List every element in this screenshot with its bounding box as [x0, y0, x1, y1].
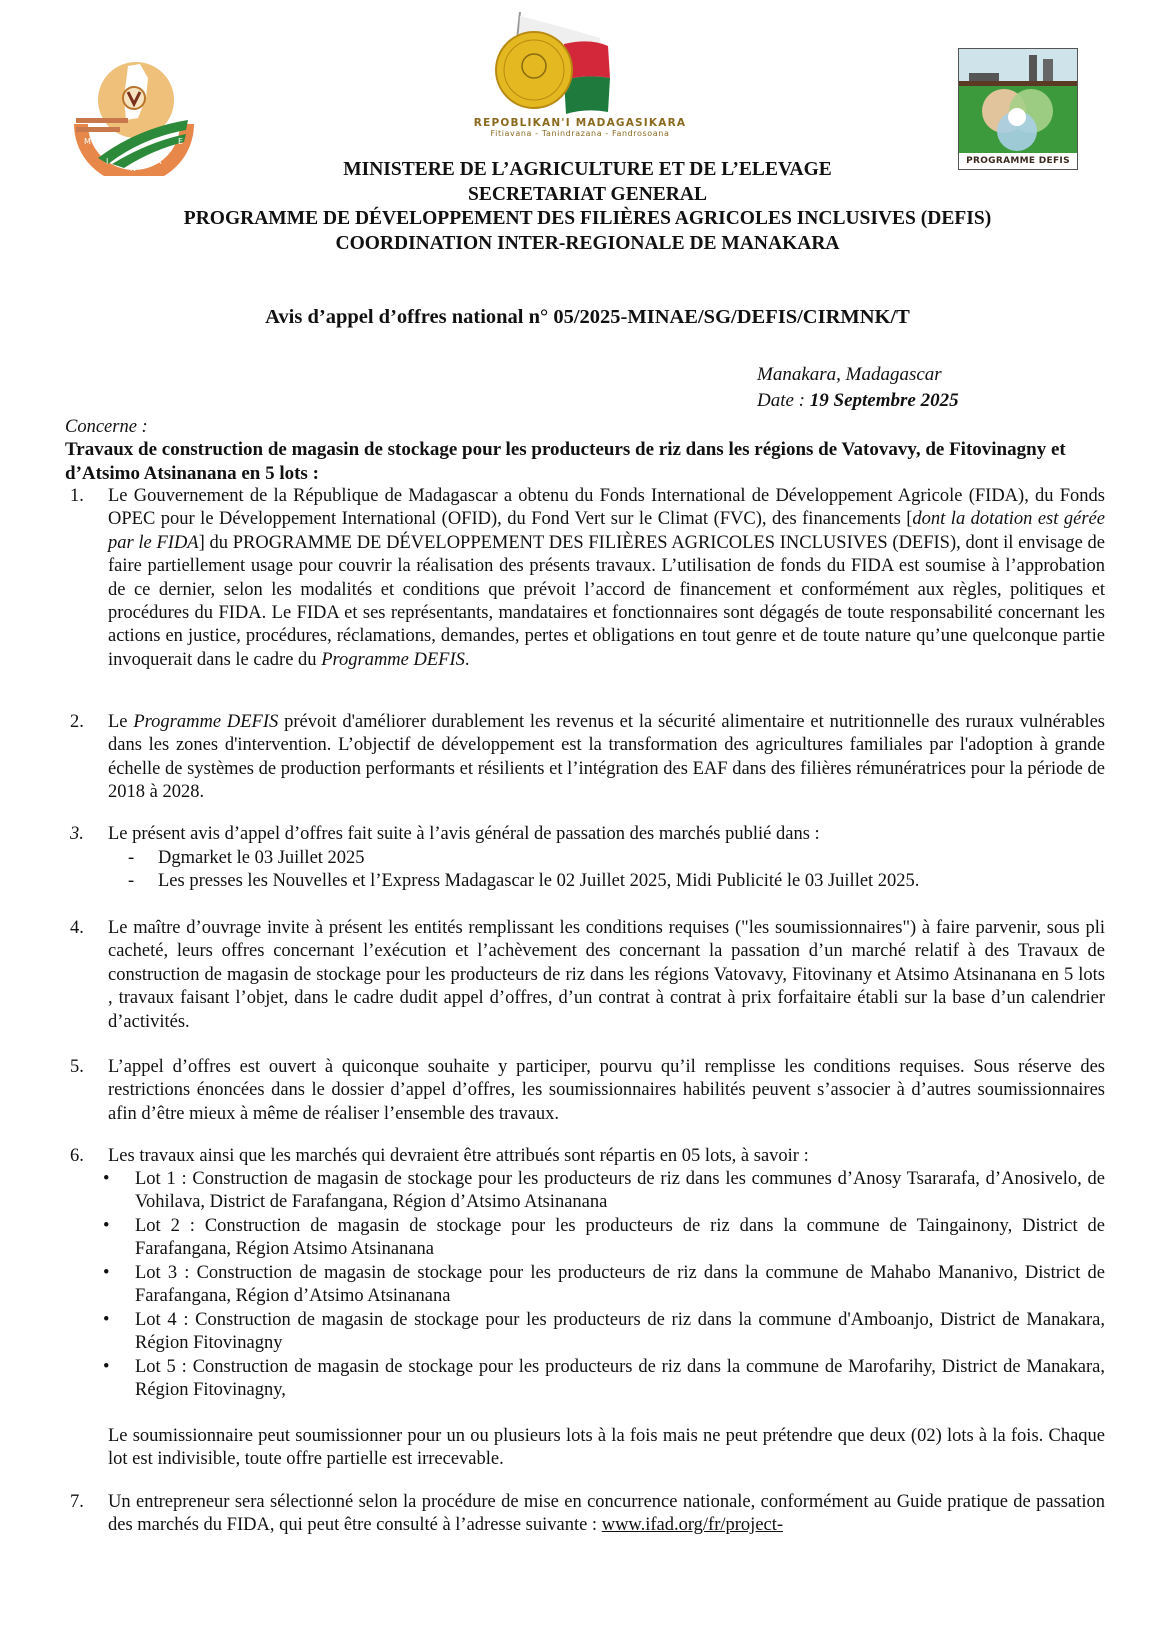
paragraph-1	[65, 485, 1105, 672]
date-value: 19 Septembre 2025	[809, 390, 959, 411]
paragraph-number: 5.	[70, 1057, 84, 1077]
paragraph-text: Le présent avis d’appel d’offres fait suite à l’avis général de passation des marchés publié dans :	[108, 824, 820, 844]
paragraph-number: 3.	[70, 824, 84, 844]
paragraph-text: Les travaux ainsi que les marchés qui devraient être attribués sont répartis en 05 lots, à savoir :	[108, 1146, 809, 1166]
paragraph-number: 7.	[70, 1492, 84, 1512]
paragraph-number: 6.	[70, 1146, 84, 1166]
paragraph-number: 2.	[70, 712, 84, 732]
paragraph-number: 4.	[70, 918, 84, 938]
ministry-name: MINISTERE DE L’AGRICULTURE ET DE L’ELEVAGE	[343, 159, 832, 180]
paragraph-6	[65, 1145, 1105, 1168]
republic-logo	[460, 8, 700, 136]
notice-subject: Travaux de construction de magasin de stockage pour les producteurs de riz dans les régions de Vatovavy, de Fitovinagny et d’Atsimo Atsinanana en 5 lots :	[65, 439, 1066, 484]
svg-text:N: N	[130, 164, 136, 173]
paragraph-3	[65, 823, 1105, 846]
defis-logo	[958, 48, 1078, 170]
secretariat-name: SECRETARIAT GENERAL	[468, 183, 707, 205]
svg-text:I: I	[106, 157, 109, 166]
notice-title: Avis d’appel d’offres national n° 05/2025-MINAE/SG/DEFIS/CIRMNK/T	[265, 306, 910, 328]
dash-bullet-icon: -	[128, 848, 135, 868]
concerne-label: Concerne :	[65, 417, 148, 437]
programme-defis-logo-icon	[958, 48, 1078, 170]
defis-label: PROGRAMME DEFIS	[959, 153, 1077, 169]
republic-title: REPOBLIKAN'I MADAGASIKARA	[473, 117, 687, 129]
bullet-icon: •	[103, 1263, 110, 1283]
madagascar-seal-flag-icon	[460, 8, 700, 118]
paragraph-text: Le maître d’ouvrage invite à présent les entités remplissant les conditions requises ("les soumissionnaires") à faire parvenir, sous pli cacheté, leurs offres concernant l’exécution et l’achèvement des concernant la passation d’un marché relatif à des Travaux de construction de magasin de stockage pour les producteurs de riz dans les régions Vatovavy, Fitovinany et Atsimo Atsinanana en 5 lots , travaux faisant l’objet, dans le cadre dudit appel d’offres, d’un contrat à contrat à prix forfaitaire établi sur la base d’un calendrier d’activités.	[108, 918, 1105, 1032]
lots-note	[65, 1425, 1105, 1472]
document-header	[0, 158, 1175, 256]
paragraph-text: Le Gouvernement de la République de Madagascar a obtenu du Fonds International de Développement Agricole (FIDA), du Fonds OPEC pour le Développement International (OFID), du Fond Vert sur le Climat (FVC), des financements [dont la dotation est gérée par le FIDA] du PROGRAMME DE DÉVELOPPEMENT DES FILIÈRES AGRICOLES INCLUSIVES (DEFIS), dont il envisage de faire partiellement usage pour couvrir la réalisation des présents travaux. L’utilisation de fonds du FIDA est soumise à l’approbation de ce dernier, selon les modalités et conditions que prévoit l’accord de financement et conformément aux règles, politiques et procédures du FIDA. Le FIDA et ses représentants, mandataires et fonctionnaires sont dégagés de toute responsabilité concernant les actions en justice, procédures, réclamations, demandes, pertes et obligations en tout genre et de toute nature qu’une quelconque partie invoquerait dans le cadre du Programme DEFIS.	[108, 486, 1105, 670]
paragraph-text: Un entrepreneur sera sélectionné selon la procédure de mise en concurrence nationale, conformément au Guide pratique de passation des marchés du FIDA, qui peut être consulté à l’adresse suivante : www.ifad.org/fr/project-	[108, 1492, 1105, 1536]
bullet-icon: •	[103, 1357, 110, 1377]
ifad-procurement-link[interactable]: www.ifad.org/fr/project-	[601, 1515, 784, 1536]
republic-motto: Fitiavana - Tanindrazana - Fandrosoana	[490, 129, 670, 138]
svg-text:A: A	[156, 157, 162, 166]
programme-name: PROGRAMME DE DÉVELOPPEMENT DES FILIÈRES AGRICOLES INCLUSIVES (DEFIS)	[183, 208, 992, 229]
coordination-name: COORDINATION INTER-REGIONALE DE MANAKARA	[335, 232, 840, 254]
paragraph-number: 1.	[70, 486, 84, 506]
date-label: Date :	[757, 390, 810, 411]
svg-text:M: M	[84, 137, 91, 146]
paragraph-text: Le Programme DEFIS prévoit d'améliorer durablement les revenus et la sécurité alimentaire et nutritionnelle des ruraux vulnérables dans les zones d'intervention. L’objectif de développement est la transformation des agricultures familiales par l'adoption à grande échelle de systèmes de production performants et résilients et l’intégration des EAF dans des filières rémunératrices pour la période de 2018 à 2028.	[108, 712, 1106, 803]
bullet-icon: •	[103, 1310, 110, 1330]
bullet-icon: •	[103, 1169, 110, 1189]
paragraph-4	[65, 917, 1105, 1034]
dash-bullet-icon: -	[128, 871, 135, 891]
lots-note-text: Le soumissionnaire peut soumissionner pour un ou plusieurs lots à la fois mais ne peut prétendre que deux (02) lots à la fois. Chaque lot est indivisible, toute offre partielle est irrecevable.	[108, 1426, 1105, 1470]
place: Manakara, Madagascar	[757, 364, 942, 385]
paragraph-text: L’appel d’offres est ouvert à quiconque souhaite y participer, pourvu qu’il remplisse les conditions requises. Sous réserve des restrictions énoncées dans le dossier d’appel d’offres, les soumissionnaires habilités peuvent s’associer à d’autres soumissionnaires afin d’être mieux à même de réaliser l’ensemble des travaux.	[108, 1057, 1105, 1124]
republic-caption	[460, 118, 700, 138]
date-line	[757, 388, 959, 414]
paragraph-5	[65, 1056, 1105, 1126]
paragraph-7	[65, 1491, 1105, 1538]
bullet-icon: •	[103, 1216, 110, 1236]
svg-text:E: E	[178, 137, 184, 146]
paragraph-2	[65, 711, 1105, 805]
place-date	[757, 362, 959, 414]
